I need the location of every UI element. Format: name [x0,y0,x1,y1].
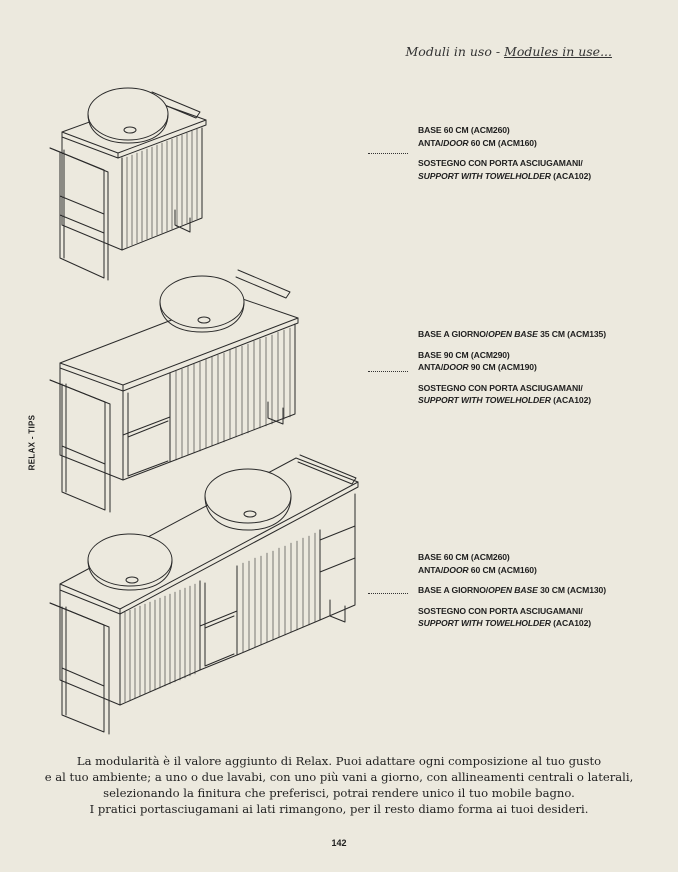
spec-text: 60 CM (ACM160) [468,137,537,148]
spec-group [418,382,606,407]
spec-english-term: OPEN BASE [488,585,538,595]
header-italian: Moduli in uso - [405,44,505,59]
spec-text: SOSTEGNO CON PORTA ASCIUGAMANI/ [418,605,583,616]
spec-english-term: SUPPORT WITH TOWELHOLDER [418,395,551,405]
spec-text: 60 CM (ACM160) [468,564,537,575]
spec-line [418,328,606,341]
description-line: selezionando la finitura che preferisci, potrai rendere unico il tuo mobile bagno. [103,786,575,800]
spec-text: BASE 90 CM (ACM290) [418,349,510,360]
spec-text: (ACA102) [550,170,592,181]
spec-line [418,124,591,137]
spec-english-term: SUPPORT WITH TOWELHOLDER [418,618,551,628]
spec-line [418,394,606,407]
leader-line-3 [368,593,408,594]
spec-line [418,564,606,577]
spec-block-3 [418,551,606,630]
spec-english-term: DOOR [443,137,469,148]
spec-line [418,382,606,395]
spec-text: ANTA/ [418,564,444,575]
spec-group [418,349,606,374]
leader-line-1 [368,153,408,154]
description-line: I pratici portasciugamani ai lati rimangono, per il resto diamo forma ai tuoi desideri. [89,802,589,816]
header-english: Modules in use... [504,44,612,59]
fluted-door [243,533,315,652]
spec-line [418,349,606,362]
spec-text: ANTA/ [418,137,444,148]
spec-text: 90 CM (ACM190) [468,362,537,372]
description-paragraph [40,753,638,817]
spec-english-term: OPEN BASE [488,329,538,339]
spec-block-1 [418,124,591,182]
spec-line [418,157,591,170]
spec-text: (ACA102) [550,395,592,405]
spec-english-term: DOOR [443,564,469,575]
fluted-door [125,584,195,702]
spec-line [418,361,606,374]
spec-text: BASE A GIORNO/ [418,585,489,595]
spec-text: ANTA/ [418,362,444,372]
spec-group [418,328,606,341]
description-line: La modularità è il valore aggiunto di Relax. Puoi adattare ogni composizione al tuo gusto [76,754,602,768]
composition-1-illustration [50,88,206,280]
spec-line [418,137,591,150]
spec-group [418,605,606,630]
spec-text: BASE 60 CM (ACM260) [418,125,510,135]
spec-line [418,170,591,183]
section-side-label: RELAX - TIPS [27,414,37,471]
spec-text: 35 CM (ACM135) [537,329,607,339]
composition-3-illustration [50,455,358,734]
spec-text: SOSTEGNO CON PORTA ASCIUGAMANI/ [418,158,583,168]
description-line: e al tuo ambiente; a uno o due lavabi, con uno più vani a giorno, con allineamenti centrali o laterali, [44,770,634,784]
spec-english-term: DOOR [443,362,469,372]
fluted-door [127,129,197,247]
spec-group [418,157,591,182]
spec-text: BASE 60 CM (ACM260) [418,552,510,562]
spec-text: (ACA102) [550,618,592,628]
spec-line [418,605,606,618]
spec-text: SOSTEGNO CON PORTA ASCIUGAMANI/ [418,382,583,393]
spec-english-term: SUPPORT WITH TOWELHOLDER [418,170,551,181]
spec-group [418,584,606,597]
spec-text: BASE A GIORNO/ [418,329,489,339]
spec-text: 30 CM (ACM130) [537,585,607,595]
spec-line [418,617,606,630]
spec-group [418,551,606,576]
leader-line-2 [368,371,408,372]
page-number: 142 [331,838,347,848]
spec-line [418,551,606,564]
spec-block-2 [418,328,606,407]
spec-line [418,584,606,597]
spec-group [418,124,591,149]
